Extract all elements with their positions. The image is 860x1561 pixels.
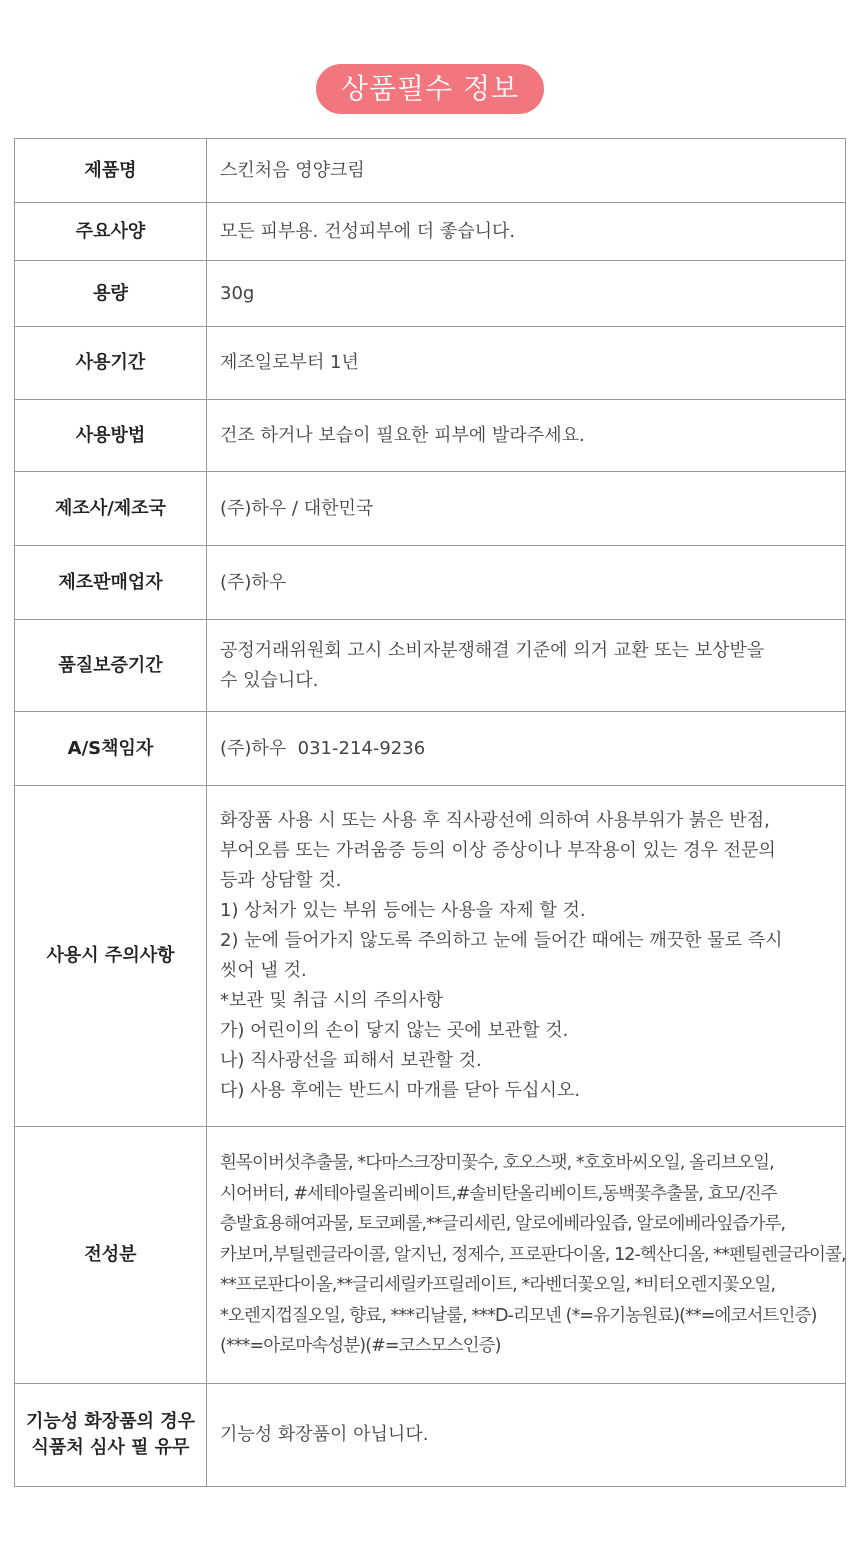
row-label: 제조사/제조국: [15, 472, 207, 546]
row-label: 제품명: [15, 139, 207, 203]
row-label: 제조판매업자: [15, 546, 207, 620]
value-line: (주)하우 031-214-9236: [220, 737, 426, 759]
row-label: [15, 1384, 207, 1487]
value-line: 씻어 낼 것.: [220, 960, 307, 981]
row-value: [207, 1127, 846, 1384]
table-row: [15, 139, 846, 203]
row-label: 사용방법: [15, 400, 207, 472]
table-row: [15, 712, 846, 786]
row-label: 품질보증기간: [15, 620, 207, 712]
table-row: [15, 261, 846, 327]
value-line: 2) 눈에 들어가지 않도록 주의하고 눈에 들어간 때에는 깨끗한 물로 즉시: [220, 930, 783, 951]
row-value: [207, 1384, 846, 1487]
label-line: 식품처 심사 필 유무: [31, 1437, 190, 1458]
value-line: 30g: [220, 282, 255, 304]
label-line: 기능성 화장품의 경우: [25, 1411, 196, 1432]
row-label: 사용기간: [15, 327, 207, 400]
value-line: 기능성 화장품이 아닙니다.: [220, 1424, 429, 1445]
value-line: 카보머,부틸렌글라이콜, 알지닌, 정제수, 프로판다이올, 12-헥산디올, **펜틸렌글라이콜,: [220, 1244, 846, 1265]
row-value: [207, 472, 846, 546]
value-line: 시어버터, #세테아릴올리베이트,#솔비탄올리베이트,동백꽃추출물, 효모/진주: [220, 1183, 777, 1204]
value-line: 모든 피부용. 건성피부에 더 좋습니다.: [220, 220, 516, 242]
table-row: [15, 203, 846, 261]
row-label: 주요사양: [15, 203, 207, 261]
row-value: [207, 139, 846, 203]
row-value: [207, 712, 846, 786]
table-row: [15, 1127, 846, 1384]
value-line: 등과 상담할 것.: [220, 870, 342, 891]
value-line: 건조 하거나 보습이 필요한 피부에 발라주세요.: [220, 424, 585, 446]
value-line: 부어오름 또는 가려움증 등의 이상 증상이나 부작용이 있는 경우 전문의: [220, 840, 776, 861]
value-line: *보관 및 취급 시의 주의사항: [220, 990, 444, 1011]
value-line: 스킨처음 영양크림: [220, 159, 365, 181]
row-value: [207, 400, 846, 472]
row-value: [207, 203, 846, 261]
table-row: [15, 400, 846, 472]
row-label: 사용시 주의사항: [15, 786, 207, 1127]
row-label: 용량: [15, 261, 207, 327]
value-line: 수 있습니다.: [220, 669, 319, 691]
row-label: A/S책임자: [15, 712, 207, 786]
table-row: [15, 472, 846, 546]
value-line: 1) 상처가 있는 부위 등에는 사용을 자제 할 것.: [220, 900, 586, 921]
table-row: [15, 620, 846, 712]
row-value: [207, 327, 846, 400]
table-row: [15, 1384, 846, 1487]
table-row: [15, 786, 846, 1127]
value-line: (주)하우 / 대한민국: [220, 497, 374, 519]
row-value: [207, 261, 846, 327]
value-line: 화장품 사용 시 또는 사용 후 직사광선에 의하여 사용부위가 붉은 반점,: [220, 810, 770, 831]
value-line: 다) 사용 후에는 반드시 마개를 닫아 두십시오.: [220, 1080, 581, 1101]
row-value: [207, 786, 846, 1127]
product-info-table: [14, 138, 846, 1487]
row-label: 전성분: [15, 1127, 207, 1384]
value-line: **프로판다이올,**글리세릴카프릴레이트, *라벤더꽃오일, *비터오렌지꽃오일,: [220, 1275, 776, 1296]
page-title: 상품필수 정보: [316, 64, 544, 114]
value-line: (주)하우: [220, 571, 287, 593]
value-line: *오렌지껍질오일, 향료, ***리날룰, ***D-리모넨 (*=유기농원료)(**=에코서트인증): [220, 1305, 817, 1326]
value-line: 나) 직사광선을 피해서 보관할 것.: [220, 1050, 482, 1071]
row-value: [207, 546, 846, 620]
value-line: 공정거래위원회 고시 소비자분쟁해결 기준에 의거 교환 또는 보상받을: [220, 639, 765, 661]
row-value: [207, 620, 846, 712]
table-row: [15, 327, 846, 400]
value-line: 층발효용해여과물, 토코페롤,**글리세린, 알로에베라잎즙, 알로에베라잎즙가루,: [220, 1214, 786, 1235]
value-line: 가) 어린이의 손이 닿지 않는 곳에 보관할 것.: [220, 1020, 569, 1041]
value-line: (***=아로마속성분)(#=코스모스인증): [220, 1336, 501, 1357]
table-row: [15, 546, 846, 620]
value-line: 흰목이버섯추출물, *다마스크장미꽃수, 호오스팻, *호호바씨오일, 올리브오일,: [220, 1153, 774, 1174]
value-line: 제조일로부터 1년: [220, 352, 359, 373]
